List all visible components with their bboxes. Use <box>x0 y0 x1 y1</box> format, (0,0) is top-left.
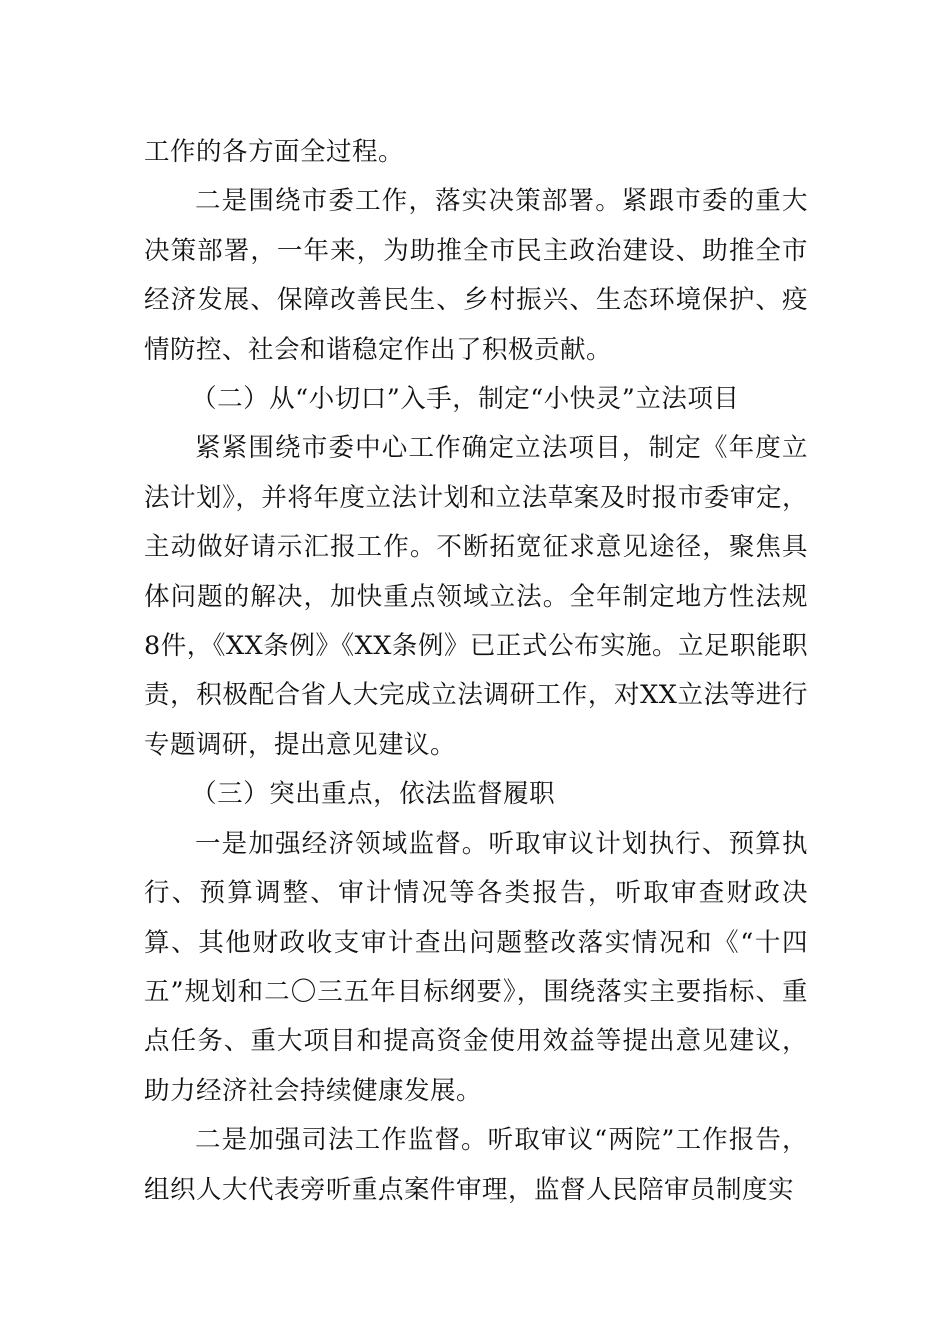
paragraph-economic-supervision: 一是加强经济领域监督。听取审议计划执行、预算执行、预算调整、审计情况等各类报告，听取审查财政决算、其他财政收支审计查出问题整改落实情况和《“十四五”规划和二〇三五年目标纲要》，围绕落实主要指标、重点任务、重大项目和提高资金使用效益等提出意见建议，助力经济社会持续健康发展。 <box>144 828 808 1106</box>
section-heading-legislation: （二）从“小切口”入手，制定“小快灵”立法项目 <box>191 384 740 415</box>
document-body <box>144 128 808 1215</box>
paragraph-decision-deployment: 二是围绕市委工作，落实决策部署。紧跟市委的重大决策部署，一年来，为助推全市民主政治建设、助推全市经济发展、保障改善民生、乡村振兴、生态环境保护、疫情防控、社会和谐稳定作出了积极贡献。 <box>144 186 808 365</box>
section-heading-supervision: （三）突出重点，依法监督履职 <box>191 779 556 810</box>
paragraph-legislation: 紧紧围绕市委中心工作确定立法项目，制定《年度立法计划》，并将年度立法计划和立法草案及时报市委审定，主动做好请示汇报工作。不断拓宽征求意见途径，聚焦具体问题的解决，加快重点领域立法。全年制定地方性法规8件，《XX条例》《XX条例》已正式公布实施。立足职能职责，积极配合省人大完成立法调研工作，对XX立法等进行专题调研，提出意见建议。 <box>144 433 808 760</box>
paragraph-judicial-supervision: 二是加强司法工作监督。听取审议“两院”工作报告，组织人大代表旁听重点案件审理，监督人民陪审员制度实 <box>144 1125 808 1205</box>
paragraph-continued: 工作的各方面全过程。 <box>144 137 405 167</box>
